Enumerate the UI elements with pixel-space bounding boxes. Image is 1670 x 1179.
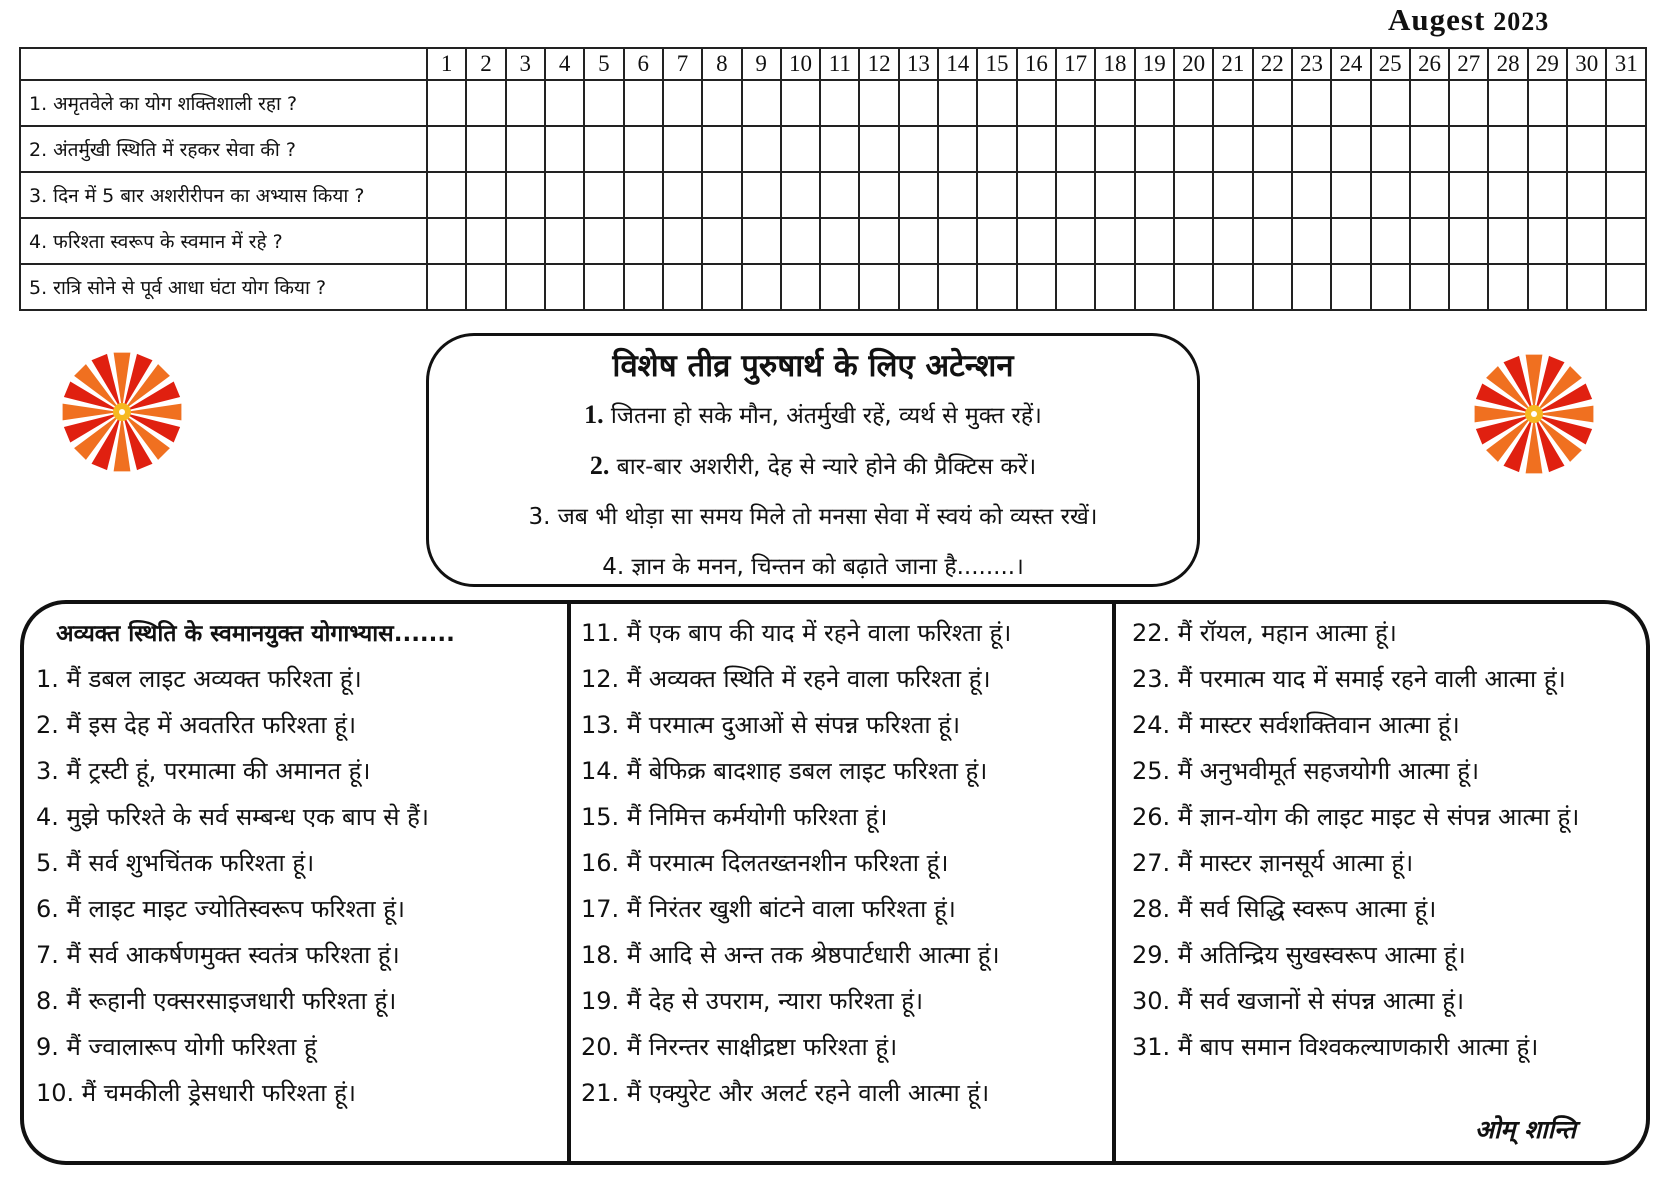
sun-rays-icon [60,350,184,474]
affirmation-item: 15. मैं निमित्त कर्मयोगी फरिश्ता हूं। [581,803,888,831]
checkbox-cell[interactable] [1095,264,1134,310]
checkbox-cell[interactable] [1017,264,1056,310]
checkbox-cell[interactable] [1410,172,1449,218]
affirmation-item: 22. मैं रॉयल, महान आत्मा हूं। [1132,619,1397,647]
affirmation-item: 26. मैं ज्ञान-योग की लाइट माइट से संपन्न आत्मा हूं। [1132,803,1580,831]
checkbox-cell[interactable] [545,172,584,218]
checkbox-cell[interactable] [1135,218,1174,264]
affirmations-heading: अव्यक्त स्थिति के स्वमानयुक्त योगाभ्यास....... [56,621,455,647]
checkbox-cell[interactable] [1528,172,1567,218]
checkbox-cell[interactable] [977,172,1016,218]
sun-center-star [1531,411,1537,417]
day-header-cell: 27 [1449,48,1488,80]
checkbox-cell[interactable] [1410,126,1449,172]
affirmation-item: 6. मैं लाइट माइट ज्योतिस्वरूप फरिश्ता हूं। [36,895,406,923]
checkbox-cell[interactable] [1095,80,1134,126]
checkbox-cell[interactable] [1567,172,1606,218]
checkbox-cell[interactable] [545,126,584,172]
checkbox-cell[interactable] [1135,172,1174,218]
checkbox-cell[interactable] [781,80,820,126]
attention-point [429,492,1197,542]
checkbox-cell[interactable] [506,80,545,126]
checkbox-cell[interactable] [1213,126,1252,172]
day-header-cell: 24 [1331,48,1370,80]
year-label: 2023 [1493,7,1550,36]
checkbox-cell[interactable] [1135,126,1174,172]
checkbox-cell[interactable] [545,264,584,310]
affirmation-item: 1. मैं डबल लाइट अव्यक्त फरिश्ता हूं। [36,665,362,693]
day-header-cell: 1 [427,48,466,80]
affirmation-item: 7. मैं सर्व आकर्षणमुक्त स्वतंत्र फरिश्ता हूं। [36,941,400,969]
checkbox-cell[interactable] [1331,172,1370,218]
tracker-grid [19,47,1647,311]
day-header-cell: 21 [1213,48,1252,80]
closing-signature: ओम् शान्ति [1474,1115,1576,1144]
attention-point [429,542,1197,592]
checkbox-cell[interactable] [1253,264,1292,310]
day-header-cell: 29 [1528,48,1567,80]
checkbox-cell[interactable] [1567,218,1606,264]
checkbox-cell[interactable] [584,172,623,218]
checkbox-cell[interactable] [742,80,781,126]
checkbox-cell[interactable] [1292,80,1331,126]
checkbox-cell[interactable] [938,172,977,218]
checkbox-cell[interactable] [859,172,898,218]
affirmations-panel [20,600,1650,1165]
checkbox-cell[interactable] [1331,264,1370,310]
checkbox-cell[interactable] [899,172,938,218]
affirmation-item: 24. मैं मास्टर सर्वशक्तिवान आत्मा हूं। [1132,711,1460,739]
affirmation-item: 16. मैं परमात्म दिलतख्तनशीन फरिश्ता हूं। [581,849,949,877]
affirmation-item: 14. मैं बेफिक्र बादशाह डबल लाइट फरिश्ता हूं। [581,757,988,785]
checkbox-cell[interactable] [899,126,938,172]
affirmation-item: 30. मैं सर्व खजानों से संपन्न आत्मा हूं। [1132,987,1465,1015]
checkbox-cell[interactable] [1253,172,1292,218]
day-header-cell: 5 [584,48,623,80]
checkbox-cell[interactable] [1253,126,1292,172]
checkbox-cell[interactable] [1174,126,1213,172]
checkbox-cell[interactable] [1174,80,1213,126]
checkbox-cell[interactable] [1331,126,1370,172]
checkbox-cell[interactable] [427,126,466,172]
checkbox-cell[interactable] [1528,264,1567,310]
sun-rays-icon [1472,352,1596,476]
affirmation-item: 2. मैं इस देह में अवतरित फरिश्ता हूं। [36,711,357,739]
checkbox-cell[interactable] [1292,218,1331,264]
checkbox-cell[interactable] [545,218,584,264]
day-header-row [20,48,1646,80]
checkbox-cell[interactable] [1331,218,1370,264]
checkbox-cell[interactable] [1410,264,1449,310]
checkbox-cell[interactable] [427,264,466,310]
day-header-cell: 13 [899,48,938,80]
checkbox-cell[interactable] [1017,172,1056,218]
checkbox-cell[interactable] [1606,80,1646,126]
checkbox-cell[interactable] [1056,80,1095,126]
checkbox-cell[interactable] [1528,126,1567,172]
checkbox-cell[interactable] [1056,126,1095,172]
checkbox-cell[interactable] [702,218,741,264]
affirmation-item: 13. मैं परमात्म दुआओं से संपन्न फरिश्ता हूं। [581,711,961,739]
sun-center-star [119,409,125,415]
checkbox-cell[interactable] [1371,264,1410,310]
checkbox-cell[interactable] [663,126,702,172]
affirmation-item: 5. मैं सर्व शुभचिंतक फरिश्ता हूं। [36,849,315,877]
checkbox-cell[interactable] [584,218,623,264]
tracker-row [20,218,1646,264]
checkbox-cell[interactable] [742,264,781,310]
affirmations-column-1 [24,604,571,1161]
checkbox-cell[interactable] [1488,264,1527,310]
checkbox-cell[interactable] [1606,126,1646,172]
question-label: 4. फरिश्ता स्वरूप के स्वमान में रहे ? [20,218,427,264]
checkbox-cell[interactable] [1017,126,1056,172]
affirmation-item: 11. मैं एक बाप की याद में रहने वाला फरिश्ता हूं। [581,619,1012,647]
day-header-cell: 25 [1371,48,1410,80]
tracker-row [20,80,1646,126]
day-header-cell: 18 [1095,48,1134,80]
checkbox-cell[interactable] [1449,126,1488,172]
checkbox-cell[interactable] [1606,172,1646,218]
checkbox-cell[interactable] [1213,172,1252,218]
month-label: Augest [1388,2,1486,37]
month-title [1388,2,1549,38]
checkbox-cell[interactable] [506,264,545,310]
affirmations-column-2 [567,604,1116,1161]
checkbox-cell[interactable] [1292,172,1331,218]
checkbox-cell[interactable] [1056,172,1095,218]
attention-point-text: ज्ञान के मनन, चिन्तन को बढ़ाते जाना है........। [631,554,1024,580]
affirmation-item: 25. मैं अनुभवीमूर्त सहजयोगी आत्मा हूं। [1132,757,1480,785]
checkbox-cell[interactable] [1135,264,1174,310]
checkbox-cell[interactable] [702,172,741,218]
checkbox-cell[interactable] [1449,172,1488,218]
checkbox-cell[interactable] [977,264,1016,310]
question-label: 3. दिन में 5 बार अशरीरीपन का अभ्यास किया ? [20,172,427,218]
checkbox-cell[interactable] [1292,264,1331,310]
day-header-cell: 23 [1292,48,1331,80]
checkbox-cell[interactable] [742,126,781,172]
checkbox-cell[interactable] [1567,264,1606,310]
affirmation-item: 29. मैं अतिन्द्रिय सुखस्वरूप आत्मा हूं। [1132,941,1466,969]
checkbox-cell[interactable] [1095,126,1134,172]
day-header-cell: 2 [466,48,505,80]
checkbox-cell[interactable] [584,126,623,172]
checkbox-cell[interactable] [1056,264,1095,310]
day-header-cell: 26 [1410,48,1449,80]
checkbox-cell[interactable] [1371,218,1410,264]
checkbox-cell[interactable] [938,126,977,172]
checkbox-cell[interactable] [899,264,938,310]
question-header-cell [20,48,427,80]
checkbox-cell[interactable] [1174,264,1213,310]
checkbox-cell[interactable] [427,172,466,218]
affirmation-item: 8. मैं रूहानी एक्सरसाइजधारी फरिश्ता हूं। [36,987,397,1015]
checkbox-cell[interactable] [820,264,859,310]
checkbox-cell[interactable] [1567,126,1606,172]
question-label: 5. रात्रि सोने से पूर्व आधा घंटा योग किया ? [20,264,427,310]
checkbox-cell[interactable] [742,218,781,264]
checkbox-cell[interactable] [899,80,938,126]
day-header-cell: 9 [742,48,781,80]
checkbox-cell[interactable] [859,126,898,172]
day-header-cell: 15 [977,48,1016,80]
checkbox-cell[interactable] [702,264,741,310]
day-header-cell: 16 [1017,48,1056,80]
affirmation-item: 23. मैं परमात्म याद में समाई रहने वाली आत्मा हूं। [1132,665,1566,693]
checkbox-cell[interactable] [466,126,505,172]
day-header-cell: 12 [859,48,898,80]
checkbox-cell[interactable] [1174,172,1213,218]
tracker-row [20,264,1646,310]
checkbox-cell[interactable] [977,126,1016,172]
checkbox-cell[interactable] [466,172,505,218]
checkbox-cell[interactable] [781,218,820,264]
affirmation-item: 21. मैं एक्युरेट और अलर्ट रहने वाली आत्मा हूं। [581,1079,990,1107]
checkbox-cell[interactable] [584,264,623,310]
checkbox-cell[interactable] [427,80,466,126]
checkbox-cell[interactable] [1371,80,1410,126]
day-header-cell: 7 [663,48,702,80]
checkbox-cell[interactable] [1488,172,1527,218]
tracker-row [20,126,1646,172]
affirmation-item: 17. मैं निरंतर खुशी बांटने वाला फरिश्ता हूं। [581,895,956,923]
attention-point [429,441,1197,492]
checkbox-cell[interactable] [1253,80,1292,126]
day-header-cell: 31 [1606,48,1646,80]
attention-point-text: जब भी थोड़ा सा समय मिले तो मनसा सेवा में स्वयं को व्यस्त रखें। [557,504,1098,530]
day-header-cell: 8 [702,48,741,80]
affirmation-item: 19. मैं देह से उपराम, न्यारा फरिश्ता हूं। [581,987,924,1015]
attention-point-text: जितना हो सके मौन, अंतर्मुखी रहें, व्यर्थ से मुक्त रहें। [610,403,1042,429]
checkbox-cell[interactable] [781,172,820,218]
checkbox-cell[interactable] [663,218,702,264]
checkbox-cell[interactable] [1449,264,1488,310]
checkbox-cell[interactable] [702,80,741,126]
affirmation-item: 28. मैं सर्व सिद्धि स्वरूप आत्मा हूं। [1132,895,1437,923]
attention-point-text: बार-बार अशरीरी, देह से न्यारे होने की प्रैक्टिस करें। [616,454,1037,480]
checkbox-cell[interactable] [1449,80,1488,126]
checkbox-cell[interactable] [899,218,938,264]
attention-point-number: 3. [528,504,551,530]
checkbox-cell[interactable] [820,172,859,218]
checkbox-cell[interactable] [1174,218,1213,264]
attention-title: विशेष तीव्र पुरुषार्थ के लिए अटेन्शन [612,348,1014,384]
day-header-cell: 30 [1567,48,1606,80]
checkbox-cell[interactable] [624,218,663,264]
affirmation-item: 3. मैं ट्रस्टी हूं, परमात्मा की अमानत हूं। [36,757,371,785]
day-header-cell: 19 [1135,48,1174,80]
checkbox-cell[interactable] [1488,218,1527,264]
affirmation-item: 18. मैं आदि से अन्त तक श्रेष्ठपार्टधारी आत्मा हूं। [581,941,1000,969]
checkbox-cell[interactable] [1488,80,1527,126]
affirmations-column-3 [1116,604,1646,1161]
checkbox-cell[interactable] [1528,218,1567,264]
checkbox-cell[interactable] [1017,80,1056,126]
checkbox-cell[interactable] [820,218,859,264]
checkbox-cell[interactable] [1213,264,1252,310]
checkbox-cell[interactable] [466,218,505,264]
checkbox-cell[interactable] [781,264,820,310]
checkbox-cell[interactable] [1606,264,1646,310]
checkbox-cell[interactable] [977,80,1016,126]
affirmation-item: 9. मैं ज्वालारूप योगी फरिश्ता हूं [36,1033,317,1061]
checkbox-cell[interactable] [1606,218,1646,264]
attention-point-number: 1. [584,400,604,429]
affirmation-item: 20. मैं निरन्तर साक्षीद्रष्टा फरिश्ता हूं। [581,1033,898,1061]
checkbox-cell[interactable] [859,264,898,310]
checkbox-cell[interactable] [1371,126,1410,172]
day-header-cell: 10 [781,48,820,80]
checkbox-cell[interactable] [1528,80,1567,126]
day-header-cell: 3 [506,48,545,80]
checkbox-cell[interactable] [938,218,977,264]
checkbox-cell[interactable] [624,264,663,310]
affirmation-item: 10. मैं चमकीली ड्रेसधारी फरिश्ता हूं। [36,1079,356,1107]
affirmation-item: 27. मैं मास्टर ज्ञानसूर्य आत्मा हूं। [1132,849,1414,877]
checkbox-cell[interactable] [1253,218,1292,264]
attention-box [426,333,1200,587]
day-header-cell: 14 [938,48,977,80]
day-header-cell: 6 [624,48,663,80]
day-header-cell: 22 [1253,48,1292,80]
checkbox-cell[interactable] [1331,80,1370,126]
question-label: 2. अंतर्मुखी स्थिति में रहकर सेवा की ? [20,126,427,172]
checkbox-cell[interactable] [1095,218,1134,264]
question-label: 1. अमृतवेले का योग शक्तिशाली रहा ? [20,80,427,126]
checkbox-cell[interactable] [820,80,859,126]
checkbox-cell[interactable] [663,264,702,310]
attention-point-number: 4. [602,554,625,580]
checkbox-cell[interactable] [859,218,898,264]
day-header-cell: 20 [1174,48,1213,80]
checkbox-cell[interactable] [1371,172,1410,218]
attention-point [429,390,1197,441]
checkbox-cell[interactable] [1292,126,1331,172]
checkbox-cell[interactable] [427,218,466,264]
day-header-cell: 28 [1488,48,1527,80]
checkbox-cell[interactable] [545,80,584,126]
checkbox-cell[interactable] [1410,80,1449,126]
checkbox-cell[interactable] [702,126,741,172]
checkbox-cell[interactable] [859,80,898,126]
checkbox-cell[interactable] [977,218,1016,264]
checkbox-cell[interactable] [663,172,702,218]
affirmation-item: 12. मैं अव्यक्त स्थिति में रहने वाला फरिश्ता हूं। [581,665,991,693]
checkbox-cell[interactable] [624,126,663,172]
attention-point-number: 2. [589,451,610,480]
checkbox-cell[interactable] [820,126,859,172]
checkbox-cell[interactable] [466,80,505,126]
checkbox-cell[interactable] [1449,218,1488,264]
checkbox-cell[interactable] [466,264,505,310]
checkbox-cell[interactable] [1056,218,1095,264]
checkbox-cell[interactable] [1567,80,1606,126]
checkbox-cell[interactable] [938,264,977,310]
checkbox-cell[interactable] [781,126,820,172]
checkbox-cell[interactable] [624,80,663,126]
checkbox-cell[interactable] [1017,218,1056,264]
checkbox-cell[interactable] [1213,218,1252,264]
day-header-cell: 4 [545,48,584,80]
checkbox-cell[interactable] [584,80,623,126]
checkbox-cell[interactable] [1488,126,1527,172]
checkbox-cell[interactable] [506,126,545,172]
day-header-cell: 17 [1056,48,1095,80]
checkbox-cell[interactable] [742,172,781,218]
checkbox-cell[interactable] [506,218,545,264]
checkbox-cell[interactable] [624,172,663,218]
checkbox-cell[interactable] [506,172,545,218]
checkbox-cell[interactable] [663,80,702,126]
day-header-cell: 11 [820,48,859,80]
tracker-row [20,172,1646,218]
affirmation-item: 4. मुझे फरिश्ते के सर्व सम्बन्ध एक बाप से हैं। [36,803,429,831]
checkbox-cell[interactable] [1213,80,1252,126]
checkbox-cell[interactable] [1135,80,1174,126]
checkbox-cell[interactable] [938,80,977,126]
checkbox-cell[interactable] [1410,218,1449,264]
affirmation-item: 31. मैं बाप समान विश्वकल्याणकारी आत्मा हूं। [1132,1033,1539,1061]
checkbox-cell[interactable] [1095,172,1134,218]
